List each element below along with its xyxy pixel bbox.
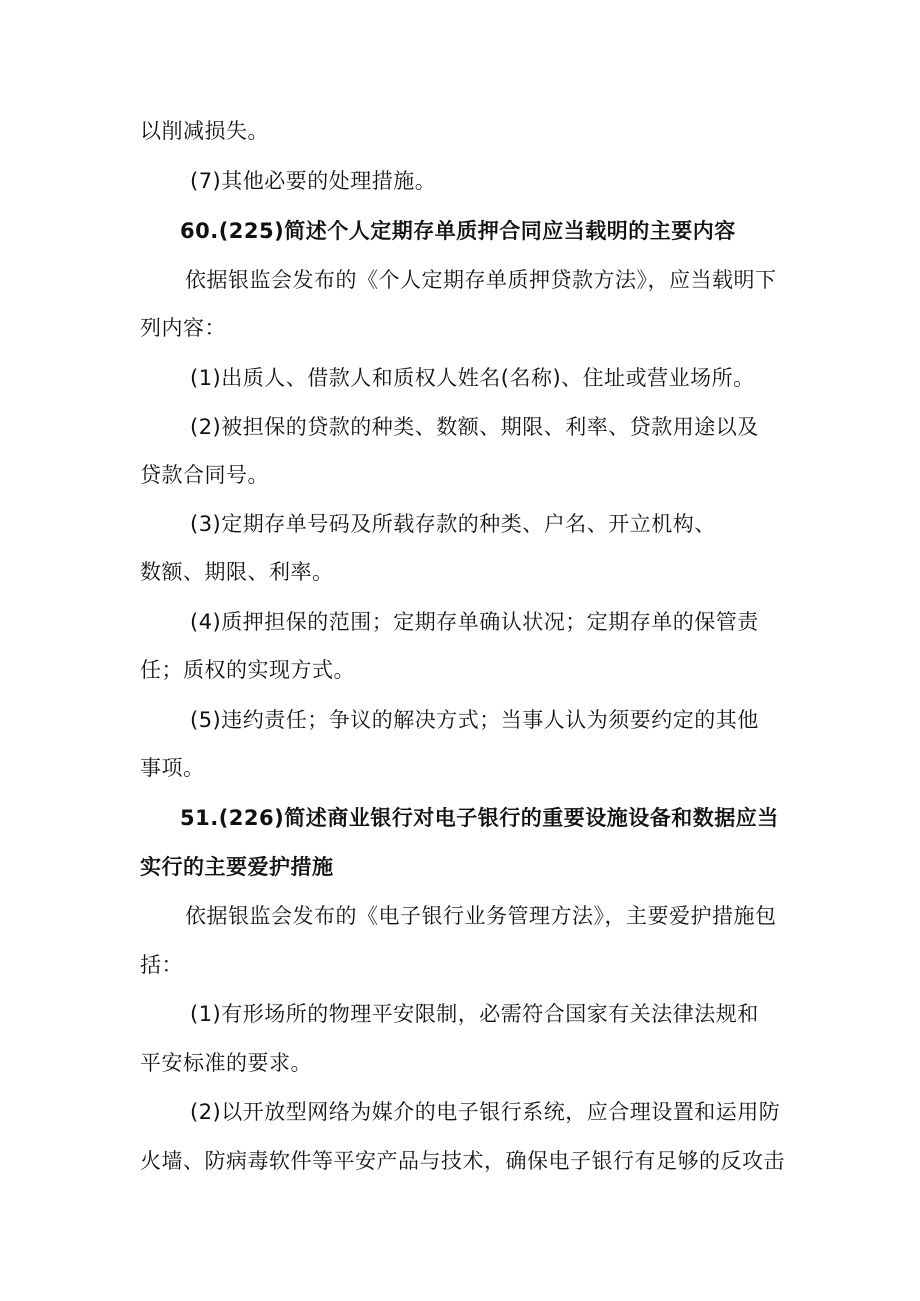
paragraph-line: 贷款合同号。 [140, 463, 269, 487]
paragraph-line: 事项。 [140, 756, 205, 780]
question-heading-51: 51.(226)简述商业银行对电子银行的重要设施设备和数据应当 [180, 806, 779, 830]
paragraph-line: 依据银监会发布的《个人定期存单质押贷款方法》，应当载明下 [185, 268, 777, 292]
paragraph-line: 以削减损失。 [140, 119, 269, 143]
paragraph-line: 平安标准的要求。 [140, 1051, 312, 1075]
paragraph-line: 依据银监会发布的《电子银行业务管理方法》，主要爱护措施包 [185, 904, 777, 928]
list-item-1: (1)出质人、借款人和质权人姓名(名称)、住址或营业场所。 [190, 366, 755, 390]
list-item-4: (4)质押担保的范围；定期存单确认状况；定期存单的保管责 [190, 610, 759, 634]
list-item-7: (7)其他必要的处理措施。 [190, 169, 437, 193]
list-item-2: (2)被担保的贷款的种类、数额、期限、利率、贷款用途以及 [190, 415, 759, 439]
list-item-2: (2)以开放型网络为媒介的电子银行系统，应合理设置和运用防 [190, 1100, 781, 1124]
paragraph-line: 数额、期限、利率。 [140, 560, 334, 584]
paragraph-line: 括： [140, 953, 183, 977]
paragraph-line: 列内容： [140, 316, 226, 340]
list-item-5: (5)违约责任；争议的解决方式；当事人认为须要约定的其他 [190, 708, 759, 732]
question-heading-60: 60.(225)简述个人定期存单质押合同应当载明的主要内容 [180, 219, 736, 243]
list-item-3: (3)定期存单号码及所载存款的种类、户名、开立机构、 [190, 512, 716, 536]
paragraph-line: 火墙、防病毒软件等平安产品与技术，确保电子银行有足够的反攻击 [140, 1149, 785, 1173]
paragraph-line: 任；质权的实现方式。 [140, 658, 355, 682]
question-heading-51-cont: 实行的主要爱护措施 [140, 855, 334, 879]
list-item-1: (1)有形场所的物理平安限制，必需符合国家有关法律法规和 [190, 1002, 759, 1026]
